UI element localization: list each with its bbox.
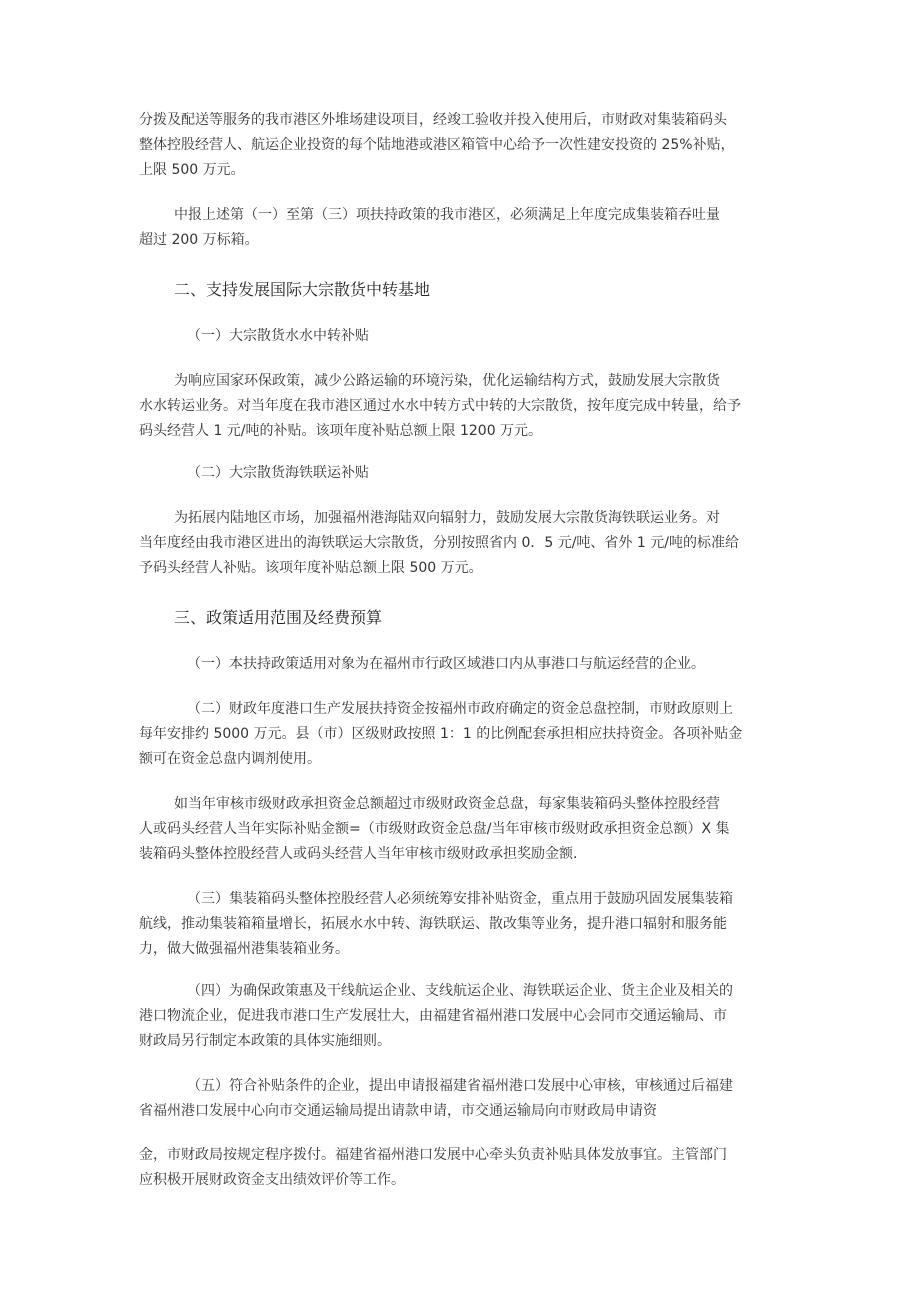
paragraph-line: 予码头经营人补贴。该项年度补贴总额上限 500 万元。 (139, 560, 483, 576)
paragraph-line: 装箱码头整体控股经营人或码头经营人当年审核市级财政承担奖励金额. (139, 846, 578, 862)
paragraph-line: 财政局另行制定本政策的具体实施细则。 (139, 1033, 391, 1049)
paragraph-line: 中报上述第（一）至第（三）项扶持政策的我市港区，必须满足上年度完成集装箱吞吐量 (174, 207, 720, 223)
paragraph-line: 如当年审核市级财政承担资金总额超过市级财政资金总盘，每家集装箱码头整体控股经营 (174, 796, 720, 812)
paragraph-line: 为拓展内陆地区市场，加强福州港海陆双向辐射力，鼓励发展大宗散货海铁联运业务。对 (174, 510, 720, 526)
subsection-heading: （一）大宗散货水水中转补贴 (187, 328, 369, 344)
paragraph-line: 力，做大做强福州港集装箱业务。 (139, 941, 349, 957)
section-heading: 三、政策适用范围及经费预算 (174, 608, 383, 627)
paragraph-line: 金，市财政局按规定程序拨付。福建省福州港口发展中心牵头负责补贴具体发放事宜。主管部门 (139, 1147, 727, 1163)
paragraph-line: 整体控股经营人、航运企业投资的每个陆地港或港区箱管中心给予一次性建安投资的 25%补贴， (139, 137, 735, 153)
paragraph-line: 上限 500 万元。 (139, 162, 245, 178)
paragraph-line: 为响应国家环保政策，减少公路运输的环境污染，优化运输结构方式，鼓励发展大宗散货 (174, 373, 720, 389)
paragraph-line: （五）符合补贴条件的企业，提出申请报福建省福州港口发展中心审核，审核通过后福建 (187, 1078, 733, 1094)
paragraph-line: 超过 200 万标箱。 (139, 232, 259, 248)
paragraph-line: 人或码头经营人当年实际补贴金额=（市级财政资金总盘/当年审核市级财政承担资金总额）X 集 (139, 821, 730, 837)
paragraph-line: （三）集装箱码头整体控股经营人必须统筹安排补贴资金，重点用于鼓励巩固发展集装箱 (187, 891, 733, 907)
paragraph-line: 水水转运业务。对当年度在我市港区通过水水中转方式中转的大宗散货，按年度完成中转量，给予 (139, 398, 741, 414)
paragraph-line: 额可在资金总盘内调剂使用。 (139, 751, 321, 767)
paragraph-line: （一）本扶持政策适用对象为在福州市行政区域港口内从事港口与航运经营的企业。 (187, 656, 705, 672)
paragraph-line: 每年安排约 5000 万元。县（市）区级财政按照 1：1 的比例配套承担相应扶持资金。各项补贴金 (139, 726, 743, 742)
paragraph-line: 码头经营人 1 元/吨的补贴。该项年度补贴总额上限 1200 万元。 (139, 423, 543, 439)
subsection-heading: （二）大宗散货海铁联运补贴 (187, 465, 369, 481)
paragraph-line: （二）财政年度港口生产发展扶持资金按福州市政府确定的资金总盘控制，市财政原则上 (187, 701, 733, 717)
paragraph-line: （四）为确保政策惠及干线航运企业、支线航运企业、海铁联运企业、货主企业及相关的 (187, 983, 733, 999)
paragraph-line: 港口物流企业，促进我市港口生产发展壮大，由福建省福州港口发展中心会同市交通运输局、市 (139, 1008, 727, 1024)
paragraph-line: 省福州港口发展中心向市交通运输局提出请款申请，市交通运输局向市财政局申请资 (139, 1103, 657, 1119)
paragraph-line: 应积极开展财政资金支出绩效评价等工作。 (139, 1172, 405, 1188)
paragraph-line: 航线，推动集装箱箱量增长，拓展水水中转、海铁联运、散改集等业务，提升港口辐射和服务能 (139, 916, 727, 932)
paragraph-line: 当年度经由我市港区进出的海铁联运大宗散货，分别按照省内 0．5 元/吨、省外 1 元/吨的标准给 (139, 535, 739, 551)
section-heading: 二、支持发展国际大宗散货中转基地 (174, 280, 431, 299)
paragraph-line: 分拨及配送等服务的我市港区外堆场建设项目，经竣工验收并投入使用后，市财政对集装箱码头 (139, 112, 727, 128)
